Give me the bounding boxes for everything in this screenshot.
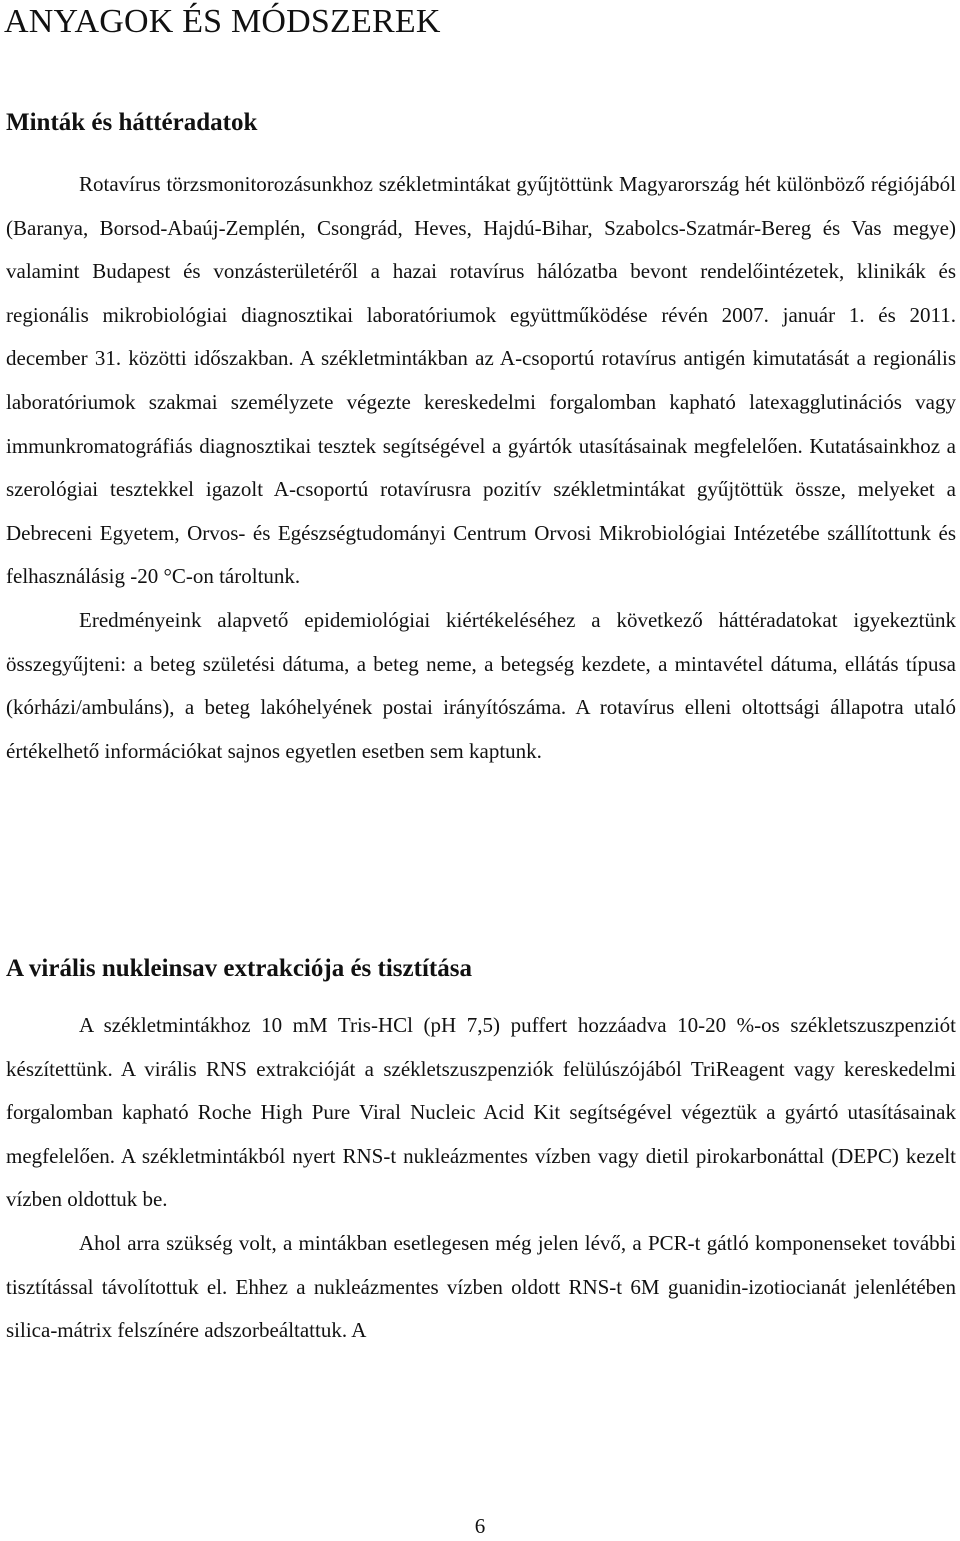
- section-body-nucleic-acid-extraction: [6, 1004, 956, 1353]
- paragraph-background-data: Eredményeink alapvető epidemiológiai kiértékeléséhez a következő háttéradatokat igyekeztünk összegyűjteni: a beteg születési dátuma, a beteg neme, a betegség kezdete, a mintavétel dátuma, ellátás típusa (kórházi/ambuláns), a beteg lakóhelyének postai irányítószáma. A rotavírus elleni oltottsági állapotra utaló értékelhető információkat sajnos egyetlen esetben sem kaptunk.: [6, 607, 956, 763]
- section-title-samples-background: Minták és háttéradatok: [6, 109, 258, 136]
- section-title-nucleic-acid-extraction: A virális nukleinsav extrakciója és tisztítása: [6, 955, 472, 982]
- paragraph-rna-purification: Ahol arra szükség volt, a mintákban esetlegesen még jelen lévő, a PCR-t gátló komponenseket további tisztítással távolítottuk el. Ehhez a nukleázmentes vízben oldott RNS-t 6M guanidin-izotiocianát jelenlétében silica-mátrix felszínére adszorbeáltattuk. A: [6, 1230, 956, 1343]
- paragraph-rna-extraction: A székletmintákhoz 10 mM Tris-HCl (pH 7,5) puffert hozzáadva 10-20 %-os székletszuszpenziót készítettünk. A virális RNS extrakcióját a székletszuszpenziók felülúszójából TriReagent vagy kereskedelmi forgalomban kapható Roche High Pure Viral Nucleic Acid Kit segítségével végeztük a gyártó utasításainak megfelelően. A székletmintákból nyert RNS-t nukleázmentes vízben vagy dietil pirokarbonáttal (DEPC) kezelt vízben oldottuk be.: [6, 1013, 956, 1212]
- chapter-title: ANYAGOK ÉS MÓDSZEREK: [4, 3, 441, 40]
- section-body-samples-background: [6, 163, 956, 773]
- page-number: 6: [474, 1514, 486, 1538]
- paragraph-sample-collection: Rotavírus törzsmonitorozásunkhoz székletmintákat gyűjtöttünk Magyarország hét különböző régiójából (Baranya, Borsod-Abaúj-Zemplén, Csongrád, Heves, Hajdú-Bihar, Szabolcs-Szatmár-Bereg és Vas megye) valamint Budapest és vonzásterületéről a hazai rotavírus hálózatba bevont rendelőintézetek, klinikák és regionális mikrobiológiai diagnosztikai laboratóriumok együttműködése révén 2007. január 1. és 2011. december 31. közötti időszakban. A székletmintákban az A-csoportú rotavírus antigén kimutatását a regionális laboratóriumok szakmai személyzete végezte kereskedelmi forgalomban kapható latexagglutinációs vagy immunkromatográfiás diagnosztikai tesztek segítségével a gyártók utasításainak megfelelően. Kutatásainkhoz a szerológiai tesztekkel igazolt A-csoportú rotavírusra pozitív székletmintákat gyűjtöttük össze, melyeket a Debreceni Egyetem, Orvos- és Egészségtudományi Centrum Orvosi Mikrobiológiai Intézetébe szállítottunk és felhasználásig -20 °C-on tároltunk.: [6, 172, 956, 589]
